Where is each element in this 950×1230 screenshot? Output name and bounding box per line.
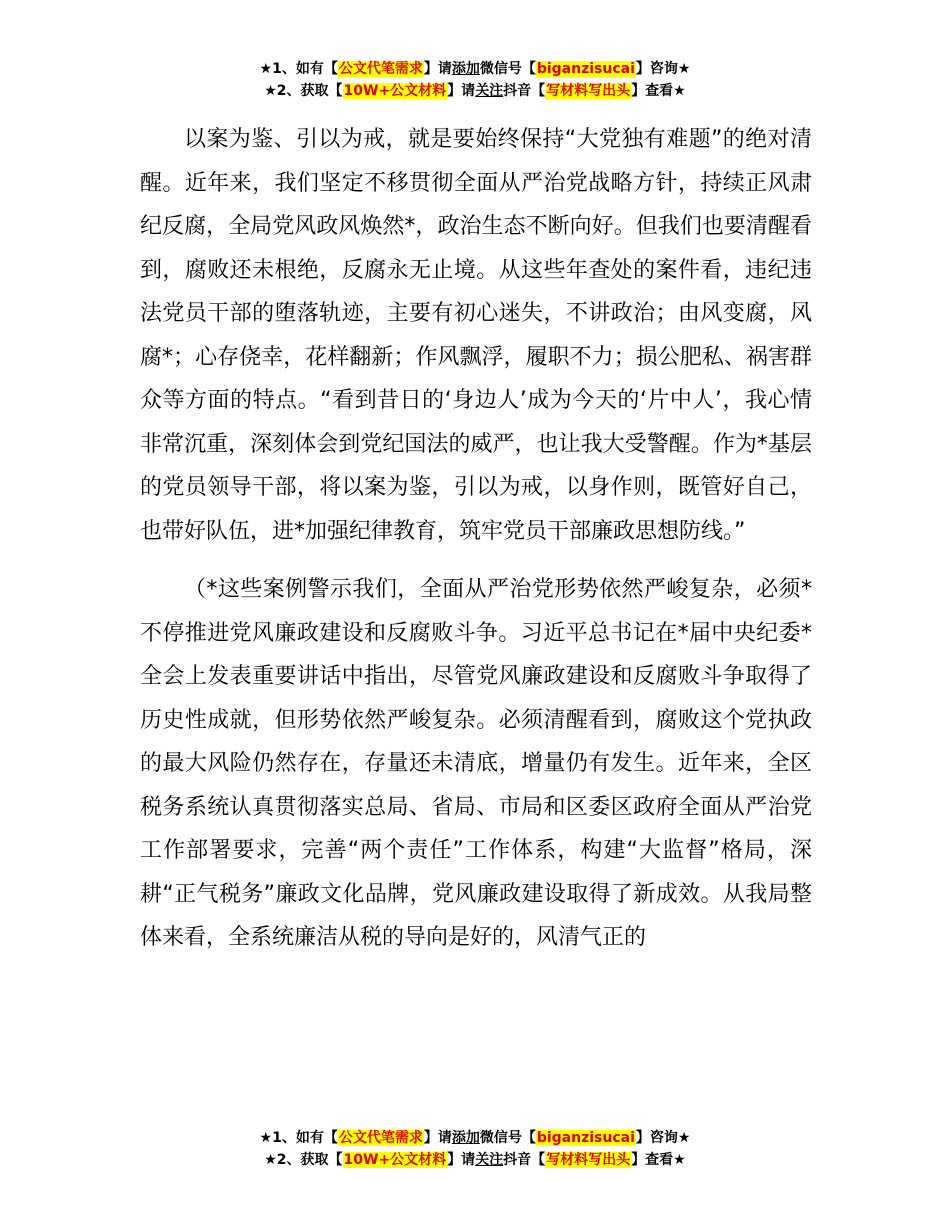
douyin-id-highlight: 写材料写出头 [546,83,631,99]
materials-highlight: 10W+公文材料 [343,83,447,99]
paragraph-1: 以案为鉴、引以为戒，就是要始终保持“大党独有难题”的绝对清醒。近年来，我们坚定不移贯彻全面从严治党战略方针，持续正风肃纪反腐，全局党风政风焕然*，政治生态不断向好。但我们也要清醒看到，腐败还未根绝，反腐永无止境。从这些年查处的案件看，违纪违法党员干部的堕落轨迹，主要有初心迷失，不讲政治；由风变腐，风腐*；心存侥幸，花样翻新；作风飘浮，履职不力；损公肥私、祸害群众等方面的特点。“看到昔日的‘身边人’成为今天的‘片中人’，我心情非常沉重，深刻体会到党纪国法的威严，也让我大受警醒。作为*基层的党员领导干部，将以案为鉴，引以为戒，以身作则，既管好自己，也带好队伍，进*加强纪律教育，筑牢党员干部廉政思想防线。” [140,127,812,544]
service-highlight: 公文代笔需求 [338,1130,423,1146]
douyin-id-highlight: 写材料写出头 [546,1152,631,1168]
footer-banner-line-1: ★1、如有【公文代笔需求】请添加微信号【biganzisucai】咨询★ [259,1130,691,1146]
header-banner-line-2: ★2、获取【10W+公文材料】请关注抖音【写材料写出头】查看★ [264,83,686,99]
header-banner-line-1: ★1、如有【公文代笔需求】请添加微信号【biganzisucai】咨询★ [259,61,691,77]
paragraph-2: （*这些案例警示我们，全面从严治党形势依然严峻复杂，必须*不停推进党风廉政建设和反腐败斗争。习近平总书记在*届中央纪委*全会上发表重要讲话中指出，尽管党风廉政建设和反腐败斗争取得了历史性成就，但形势依然严峻复杂。必须清醒看到，腐败这个党执政的最大风险仍然存在，存量还未清底，增量仍有发生。近年来，全区税务系统认真贯彻落实总局、省局、市局和区委区政府全面从严治党工作部署要求，完善“两个责任”工作体系，构建“大监督”格局，深耕“正气税务”廉政文化品牌，党风廉政建设取得了新成效。从我局整体来看，全系统廉洁从税的导向是好的，风清气正的 [140,577,812,950]
materials-highlight: 10W+公文材料 [343,1152,447,1168]
footer-banner-line-2: ★2、获取【10W+公文材料】请关注抖音【写材料写出头】查看★ [264,1152,686,1168]
service-highlight: 公文代笔需求 [338,61,423,77]
document-body [140,118,812,960]
footer-banner [0,1127,950,1171]
wechat-id-highlight: biganzisucai [536,1130,635,1146]
header-banner [0,58,950,102]
wechat-id-highlight: biganzisucai [536,61,635,77]
